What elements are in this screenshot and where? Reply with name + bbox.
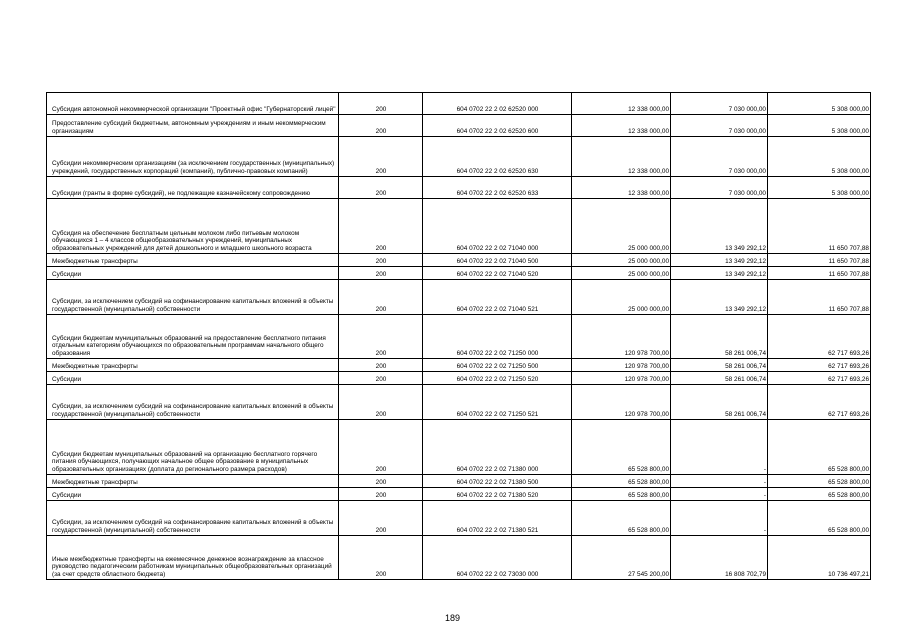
amount-executed-cell: 13 349 292,12 [671, 254, 768, 267]
row-name-cell: Субсидии бюджетам муниципальных образований на организацию бесплатного горячего питания обучающихся, получающих начальное общее образование в муниципальных образовательных организациях (доплата до регионального размера расходов) [47, 420, 339, 475]
amount-remaining-cell: 10 736 497,21 [768, 536, 871, 580]
budget-classification-code-cell: 604 0702 22 2 02 71040 520 [423, 267, 572, 280]
budget-classification-code-cell: 604 0702 22 2 02 71250 521 [423, 385, 572, 420]
budget-classification-code-cell: 604 0702 22 2 02 71380 000 [423, 420, 572, 475]
table-row [47, 501, 871, 536]
row-code-cell: 200 [339, 372, 423, 385]
amount-remaining-cell: 62 717 693,26 [768, 372, 871, 385]
amount-remaining-cell: 5 308 000,00 [768, 137, 871, 177]
table-row [47, 488, 871, 501]
row-name-cell: Субсидии [47, 372, 339, 385]
row-code-cell: 200 [339, 267, 423, 280]
row-name-cell: Иные межбюджетные трансферты на ежемесячное денежное вознаграждение за классное руководство педагогическим работникам муниципальных общеобразовательных организаций (за счет средств областного бюджета) [47, 536, 339, 580]
amount-executed-cell: 7 030 000,00 [671, 177, 768, 199]
row-code-cell: 200 [339, 199, 423, 254]
amount-remaining-cell: 11 650 707,88 [768, 199, 871, 254]
budget-classification-code-cell: 604 0702 22 2 02 73030 000 [423, 536, 572, 580]
amount-approved-cell: 65 528 800,00 [572, 420, 671, 475]
page-number: 189 [444, 613, 461, 623]
row-code-cell: 200 [339, 93, 423, 115]
budget-classification-code-cell: 604 0702 22 2 02 62520 000 [423, 93, 572, 115]
budget-classification-code-cell: 604 0702 22 2 02 71380 500 [423, 475, 572, 488]
row-name-cell: Субсидия автономной некоммерческой организации "Проектный офис "Губернаторский лицей" [47, 93, 339, 115]
amount-approved-cell: 120 978 700,00 [572, 359, 671, 372]
amount-executed-cell: 58 261 006,74 [671, 372, 768, 385]
amount-executed-cell: 13 349 292,12 [671, 199, 768, 254]
row-name-cell: Субсидии, за исключением субсидий на софинансирование капитальных вложений в объекты государственной (муниципальной) собственности [47, 385, 339, 420]
table-row [47, 137, 871, 177]
amount-approved-cell: 25 000 000,00 [572, 280, 671, 315]
row-name-cell: Межбюджетные трансферты [47, 359, 339, 372]
row-code-cell: 200 [339, 501, 423, 536]
amount-executed-cell: 58 261 006,74 [671, 385, 768, 420]
amount-approved-cell: 120 978 700,00 [572, 372, 671, 385]
amount-approved-cell: 25 000 000,00 [572, 199, 671, 254]
row-code-cell: 200 [339, 254, 423, 267]
row-name-cell: Межбюджетные трансферты [47, 254, 339, 267]
budget-table-body [47, 93, 871, 580]
row-code-cell: 200 [339, 536, 423, 580]
table-row [47, 315, 871, 359]
amount-approved-cell: 12 338 000,00 [572, 115, 671, 137]
row-name-cell: Субсидии, за исключением субсидий на софинансирование капитальных вложений в объекты государственной (муниципальной) собственности [47, 280, 339, 315]
row-name-cell: Субсидии некоммерческим организациям (за исключением государственных (муниципальных) учреждений, государственных корпораций (компаний), публично-правовых компаний) [47, 137, 339, 177]
amount-approved-cell: 12 338 000,00 [572, 93, 671, 115]
amount-executed-cell: 16 808 702,79 [671, 536, 768, 580]
row-code-cell: 200 [339, 137, 423, 177]
row-code-cell: 200 [339, 115, 423, 137]
budget-table [46, 92, 871, 580]
amount-remaining-cell: 5 308 000,00 [768, 93, 871, 115]
amount-executed-cell: 58 261 006,74 [671, 359, 768, 372]
amount-remaining-cell: 5 308 000,00 [768, 115, 871, 137]
row-code-cell: 200 [339, 315, 423, 359]
row-name-cell: Субсидия на обеспечение бесплатным цельным молоком либо питьевым молоком обучающихся 1 – 4 классов общеобразовательных учреждений, муниципальных образовательных учреждений для детей дошкольного и младшего школьного возраста [47, 199, 339, 254]
amount-approved-cell: 27 545 200,00 [572, 536, 671, 580]
table-row [47, 475, 871, 488]
row-name-cell: Субсидии, за исключением субсидий на софинансирование капитальных вложений в объекты государственной (муниципальной) собственности [47, 501, 339, 536]
amount-remaining-cell: 62 717 693,26 [768, 359, 871, 372]
table-row [47, 93, 871, 115]
amount-executed-cell: 7 030 000,00 [671, 115, 768, 137]
row-code-cell: 200 [339, 359, 423, 372]
amount-executed-cell: - [671, 475, 768, 488]
table-row [47, 359, 871, 372]
row-name-cell: Субсидии (гранты в форме субсидий), не подлежащие казначейскому сопровождению [47, 177, 339, 199]
row-code-cell: 200 [339, 475, 423, 488]
row-code-cell: 200 [339, 177, 423, 199]
row-name-cell: Межбюджетные трансферты [47, 475, 339, 488]
budget-classification-code-cell: 604 0702 22 2 02 71250 520 [423, 372, 572, 385]
amount-remaining-cell: 65 528 800,00 [768, 501, 871, 536]
amount-approved-cell: 65 528 800,00 [572, 488, 671, 501]
amount-executed-cell: - [671, 420, 768, 475]
budget-classification-code-cell: 604 0702 22 2 02 71250 000 [423, 315, 572, 359]
amount-executed-cell: 13 349 292,12 [671, 280, 768, 315]
table-row [47, 280, 871, 315]
amount-approved-cell: 25 000 000,00 [572, 254, 671, 267]
table-row [47, 199, 871, 254]
amount-remaining-cell: 11 650 707,88 [768, 267, 871, 280]
amount-remaining-cell: 65 528 800,00 [768, 475, 871, 488]
row-code-cell: 200 [339, 280, 423, 315]
row-name-cell: Предоставление субсидий бюджетным, автономным учреждениям и иным некоммерческим организациям [47, 115, 339, 137]
amount-approved-cell: 120 978 700,00 [572, 385, 671, 420]
table-row [47, 372, 871, 385]
table-row [47, 177, 871, 199]
budget-classification-code-cell: 604 0702 22 2 02 71040 500 [423, 254, 572, 267]
table-row [47, 536, 871, 580]
amount-executed-cell: - [671, 488, 768, 501]
amount-remaining-cell: 65 528 800,00 [768, 488, 871, 501]
amount-approved-cell: 25 000 000,00 [572, 267, 671, 280]
row-name-cell: Субсидии [47, 488, 339, 501]
budget-classification-code-cell: 604 0702 22 2 02 62520 600 [423, 115, 572, 137]
table-row [47, 420, 871, 475]
budget-classification-code-cell: 604 0702 22 2 02 62520 633 [423, 177, 572, 199]
budget-classification-code-cell: 604 0702 22 2 02 62520 630 [423, 137, 572, 177]
amount-remaining-cell: 11 650 707,88 [768, 280, 871, 315]
amount-approved-cell: 12 338 000,00 [572, 137, 671, 177]
row-name-cell: Субсидии [47, 267, 339, 280]
table-row [47, 115, 871, 137]
amount-approved-cell: 65 528 800,00 [572, 501, 671, 536]
table-row [47, 254, 871, 267]
row-code-cell: 200 [339, 385, 423, 420]
amount-remaining-cell: 65 528 800,00 [768, 420, 871, 475]
amount-remaining-cell: 62 717 693,26 [768, 315, 871, 359]
budget-classification-code-cell: 604 0702 22 2 02 71040 000 [423, 199, 572, 254]
budget-classification-code-cell: 604 0702 22 2 02 71250 500 [423, 359, 572, 372]
amount-executed-cell: 13 349 292,12 [671, 267, 768, 280]
budget-classification-code-cell: 604 0702 22 2 02 71040 521 [423, 280, 572, 315]
budget-classification-code-cell: 604 0702 22 2 02 71380 521 [423, 501, 572, 536]
amount-executed-cell: - [671, 501, 768, 536]
amount-approved-cell: 120 978 700,00 [572, 315, 671, 359]
amount-remaining-cell: 11 650 707,88 [768, 254, 871, 267]
amount-approved-cell: 65 528 800,00 [572, 475, 671, 488]
row-code-cell: 200 [339, 488, 423, 501]
budget-classification-code-cell: 604 0702 22 2 02 71380 520 [423, 488, 572, 501]
amount-executed-cell: 58 261 006,74 [671, 315, 768, 359]
row-code-cell: 200 [339, 420, 423, 475]
amount-remaining-cell: 62 717 693,26 [768, 385, 871, 420]
amount-remaining-cell: 5 308 000,00 [768, 177, 871, 199]
amount-executed-cell: 7 030 000,00 [671, 93, 768, 115]
table-row [47, 267, 871, 280]
amount-executed-cell: 7 030 000,00 [671, 137, 768, 177]
table-row [47, 385, 871, 420]
row-name-cell: Субсидии бюджетам муниципальных образований на предоставление бесплатного питания отдельным категориям обучающихся по образовательным программам начального общего образования [47, 315, 339, 359]
amount-approved-cell: 12 338 000,00 [572, 177, 671, 199]
